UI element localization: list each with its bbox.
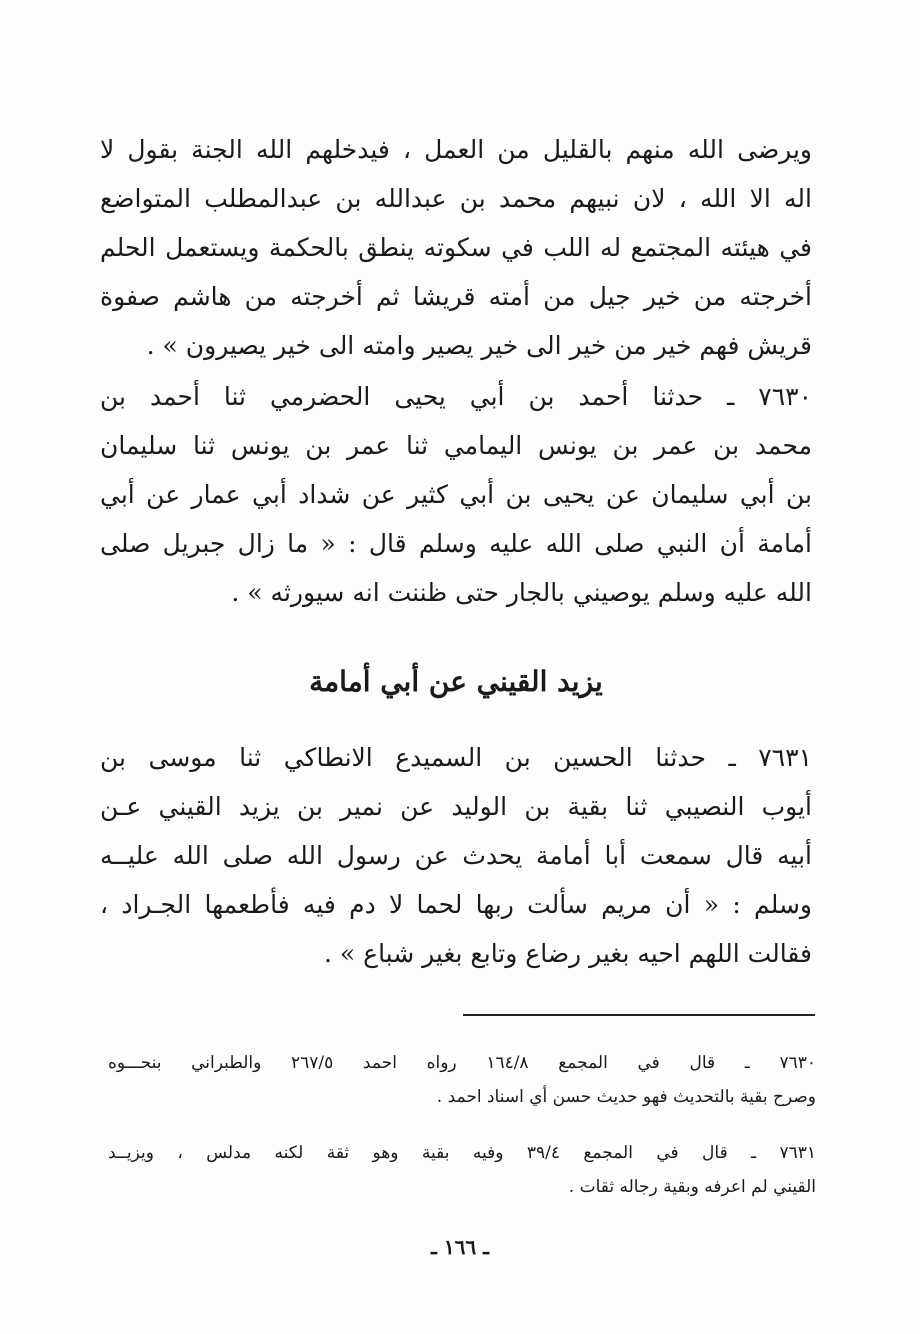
text-line: ويرضى الله منهم بالقليل من العمل ، فيدخلهم الله الجنة بقول لا bbox=[100, 135, 812, 164]
footnote-divider bbox=[463, 1014, 815, 1016]
text-line: ٧٦٣٠ ـ حدثنا أحمد بن أبي يحيى الحضرمي ثنا أحمد بن bbox=[100, 382, 812, 411]
hadith-7631 bbox=[100, 733, 812, 978]
text-line: اله الا الله ، لان نبيهم محمد بن عبدالله بن عبدالمطلب المتواضع bbox=[100, 184, 812, 213]
text-line: وسلم : « أن مريم سألت ربها لحما لا دم فيه فأطعمها الجـراد ، bbox=[100, 890, 812, 919]
text-line: أمامة أن النبي صلى الله عليه وسلم قال : « ما زال جبريل صلى bbox=[100, 529, 812, 558]
footnote-gap bbox=[108, 1114, 816, 1136]
text-line: الله عليه وسلم يوصيني بالجار حتى ظننت انه سيورثه » . bbox=[231, 578, 812, 607]
text-line: بن أبي سليمان عن يحيى بن أبي كثير عن شداد أبي عمار عن أبي bbox=[100, 480, 812, 509]
section-heading: يزيد القيني عن أبي أمامة bbox=[309, 665, 603, 698]
text-line: قريش فهم خير من خير الى خير يصير وامته الى خير يصيرون » . bbox=[146, 331, 812, 360]
text-line: محمد بن عمر بن يونس اليمامي ثنا عمر بن يونس ثنا سليمان bbox=[100, 431, 812, 460]
footnote-line: القيني لم اعرفه وبقية رجاله ثقات . bbox=[568, 1177, 816, 1197]
page-number: ـ ١٦٦ ـ bbox=[431, 1235, 489, 1259]
hadith-7630 bbox=[100, 372, 812, 617]
footnotes bbox=[108, 1046, 816, 1204]
text-line: فقالت اللهم احيه بغير رضاع وتابع بغير شباع » . bbox=[324, 939, 812, 968]
paragraph-continuation bbox=[100, 125, 812, 370]
text-line: أيوب النصيبي ثنا بقية بن الوليد عن نمير بن يزيد القيني عـن bbox=[100, 792, 812, 821]
footnote-line: ٧٦٣١ ـ قال في المجمع ٣٩/٤ وفيه بقية وهو ثقة لكنه مدلس ، ويزيــد bbox=[108, 1143, 816, 1163]
text-line: أبيه قال سمعت أبا أمامة يحدث عن رسول الله صلى الله عليــه bbox=[100, 841, 812, 870]
text-line: في هيئته المجتمع له اللب في سكوته ينطق بالحكمة ويستعمل الحلم bbox=[100, 233, 812, 262]
footnote-line: وصرح بقية بالتحديث فهو حديث حسن أي اسناد احمد . bbox=[436, 1087, 816, 1107]
text-line: ٧٦٣١ ـ حدثنا الحسين بن السميدع الانطاكي ثنا موسى بن bbox=[100, 743, 812, 772]
footnote-line: ٧٦٣٠ ـ قال في المجمع ١٦٤/٨ رواه احمد ٢٦٧/٥ والطبراني بنحـــوه bbox=[108, 1053, 816, 1073]
text-line: أخرجته من خير جيل من أمته قريشا ثم أخرجته من هاشم صفوة bbox=[100, 282, 812, 311]
